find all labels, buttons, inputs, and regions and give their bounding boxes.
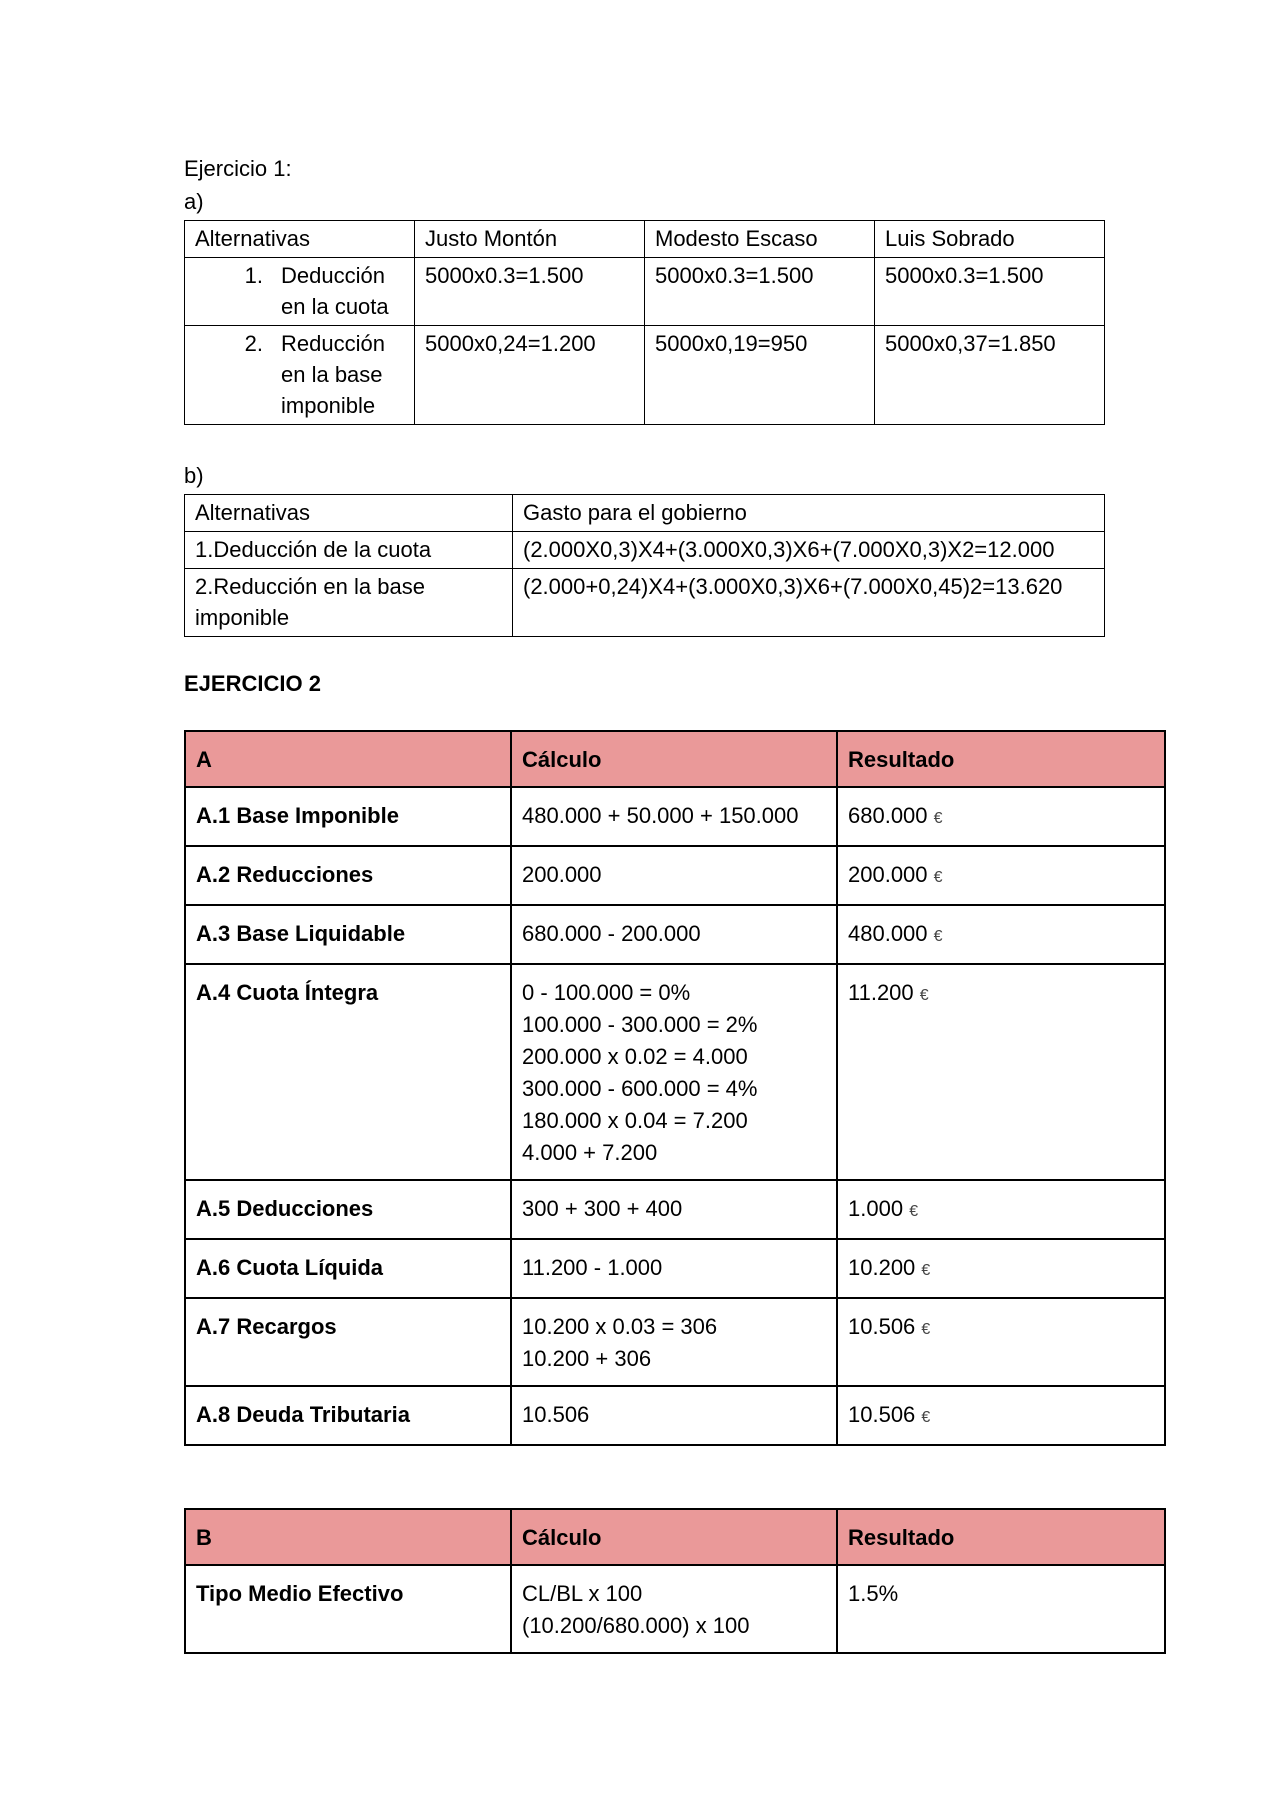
calc-line: 100.000 - 300.000 = 2%: [522, 1012, 758, 1037]
row-label: A.2 Reducciones: [185, 846, 511, 905]
table-cell: 5000x0,37=1.850: [875, 326, 1105, 425]
calc-cell: [511, 1565, 837, 1653]
table-row: [185, 1298, 1165, 1386]
row-label: A.3 Base Liquidable: [185, 905, 511, 964]
calc-cell: [511, 1239, 837, 1298]
calc-line: 10.200 + 306: [522, 1346, 652, 1371]
numbered-item: [195, 534, 502, 565]
numbered-item: [195, 260, 404, 322]
calc-cell: [511, 787, 837, 846]
exercise-1-title: Ejercicio 1:: [184, 156, 292, 181]
calc-line: 300.000 - 600.000 = 4%: [522, 1076, 758, 1101]
calc-line: 4.000 + 7.200: [522, 1140, 658, 1165]
table-cell: (2.000+0,24)X4+(3.000X0,3)X6+(7.000X0,45)2=13.620: [513, 569, 1105, 637]
euro-symbol: €: [933, 869, 943, 886]
calc-line: 10.200 x 0.03 = 306: [522, 1314, 718, 1339]
table-row: [185, 1180, 1165, 1239]
header-cell: Resultado: [837, 731, 1165, 787]
table-row: [185, 1239, 1165, 1298]
result-cell: [837, 1298, 1165, 1386]
euro-symbol: €: [921, 1262, 931, 1279]
calc-cell: [511, 1386, 837, 1445]
calc-line: 180.000 x 0.04 = 7.200: [522, 1108, 748, 1133]
header-cell: A: [185, 731, 511, 787]
result-value: 10.506: [848, 1314, 916, 1339]
euro-symbol: €: [933, 928, 943, 945]
item-number: 2.: [195, 574, 214, 599]
euro-symbol: €: [933, 810, 943, 827]
row-label: A.5 Deducciones: [185, 1180, 511, 1239]
table-header-row: [185, 1509, 1165, 1565]
calc-line: 680.000 - 200.000: [522, 921, 701, 946]
table-row: [185, 846, 1165, 905]
euro-symbol: €: [909, 1203, 919, 1220]
item-label: Deducción en la cuota: [281, 263, 389, 319]
result-cell: [837, 846, 1165, 905]
item-number: 1.: [244, 263, 263, 288]
result-value: 11.200: [848, 980, 914, 1005]
result-value: 1.000: [848, 1196, 904, 1221]
calc-cell: [511, 905, 837, 964]
row-label: A.8 Deuda Tributaria: [185, 1386, 511, 1445]
table-row: [185, 532, 1105, 569]
tax-calculation-table-b: [184, 1508, 1166, 1654]
row-label: Tipo Medio Efectivo: [185, 1565, 511, 1653]
table-cell: 5000x0,19=950: [645, 326, 875, 425]
row-label-cell: [185, 326, 415, 425]
table-row: [185, 787, 1165, 846]
result-cell: [837, 1565, 1165, 1653]
exercise-2-title: EJERCICIO 2: [184, 671, 321, 696]
table-row: [185, 964, 1165, 1180]
part-b-label: b): [184, 463, 204, 488]
header-cell: Cálculo: [511, 1509, 837, 1565]
table-row: [185, 258, 1105, 326]
header-cell: Luis Sobrado: [875, 221, 1105, 258]
document-page: [184, 152, 1164, 1654]
row-label-cell: [185, 569, 513, 637]
calc-line: 480.000 + 50.000 + 150.000: [522, 803, 799, 828]
item-number: 2.: [244, 331, 263, 356]
euro-symbol: €: [921, 1409, 931, 1426]
calc-line: (10.200/680.000) x 100: [522, 1613, 750, 1638]
header-cell: Justo Montón: [415, 221, 645, 258]
header-cell: Resultado: [837, 1509, 1165, 1565]
item-label: Reducción en la base imponible: [281, 331, 385, 418]
row-label-cell: [185, 258, 415, 326]
result-value: 10.200: [848, 1255, 916, 1280]
row-label-cell: [185, 532, 513, 569]
table-cell: 5000x0,24=1.200: [415, 326, 645, 425]
result-cell: [837, 787, 1165, 846]
calc-line: CL/BL x 100: [522, 1581, 643, 1606]
result-value: 1.5%: [848, 1581, 899, 1606]
header-cell: B: [185, 1509, 511, 1565]
item-label: Deducción de la cuota: [213, 537, 432, 562]
table-row: [185, 1386, 1165, 1445]
calc-line: 200.000 x 0.02 = 4.000: [522, 1044, 748, 1069]
part-a-label: a): [184, 189, 204, 214]
table-header-row: [185, 495, 1105, 532]
header-cell: Cálculo: [511, 731, 837, 787]
calc-line: 10.506: [522, 1402, 590, 1427]
table-row: [185, 905, 1165, 964]
calc-cell: [511, 964, 837, 1180]
result-value: 680.000: [848, 803, 928, 828]
header-cell: Modesto Escaso: [645, 221, 875, 258]
table-cell: (2.000X0,3)X4+(3.000X0,3)X6+(7.000X0,3)X2=12.000: [513, 532, 1105, 569]
row-label: A.7 Recargos: [185, 1298, 511, 1386]
row-label: A.1 Base Imponible: [185, 787, 511, 846]
result-value: 200.000: [848, 862, 928, 887]
calc-line: 0 - 100.000 = 0%: [522, 980, 691, 1005]
header-cell: Alternativas: [185, 495, 513, 532]
numbered-item: [195, 571, 502, 633]
alternatives-table-a: [184, 220, 1105, 425]
calc-cell: [511, 846, 837, 905]
item-label: Reducción en la base imponible: [195, 574, 425, 630]
table-row: [185, 569, 1105, 637]
calc-line: 200.000: [522, 862, 602, 887]
table-row: [185, 326, 1105, 425]
table-row: [185, 1565, 1165, 1653]
header-cell: Alternativas: [185, 221, 415, 258]
calc-cell: [511, 1298, 837, 1386]
result-cell: [837, 905, 1165, 964]
item-number: 1.: [195, 537, 214, 562]
calc-line: 300 + 300 + 400: [522, 1196, 683, 1221]
table-cell: 5000x0.3=1.500: [415, 258, 645, 326]
result-cell: [837, 1386, 1165, 1445]
row-label: A.6 Cuota Líquida: [185, 1239, 511, 1298]
euro-symbol: €: [921, 1321, 931, 1338]
calc-cell: [511, 1180, 837, 1239]
header-cell: Gasto para el gobierno: [513, 495, 1105, 532]
table-header-row: [185, 221, 1105, 258]
numbered-item: [195, 328, 404, 421]
euro-symbol: €: [919, 987, 929, 1004]
result-value: 480.000: [848, 921, 928, 946]
calc-line: 11.200 - 1.000: [522, 1255, 663, 1280]
result-value: 10.506: [848, 1402, 916, 1427]
tax-calculation-table-a: [184, 730, 1166, 1446]
result-cell: [837, 1239, 1165, 1298]
row-label: A.4 Cuota Íntegra: [185, 964, 511, 1180]
table-cell: 5000x0.3=1.500: [875, 258, 1105, 326]
government-cost-table: [184, 494, 1105, 637]
table-cell: 5000x0.3=1.500: [645, 258, 875, 326]
result-cell: [837, 1180, 1165, 1239]
result-cell: [837, 964, 1165, 1180]
table-header-row: [185, 731, 1165, 787]
